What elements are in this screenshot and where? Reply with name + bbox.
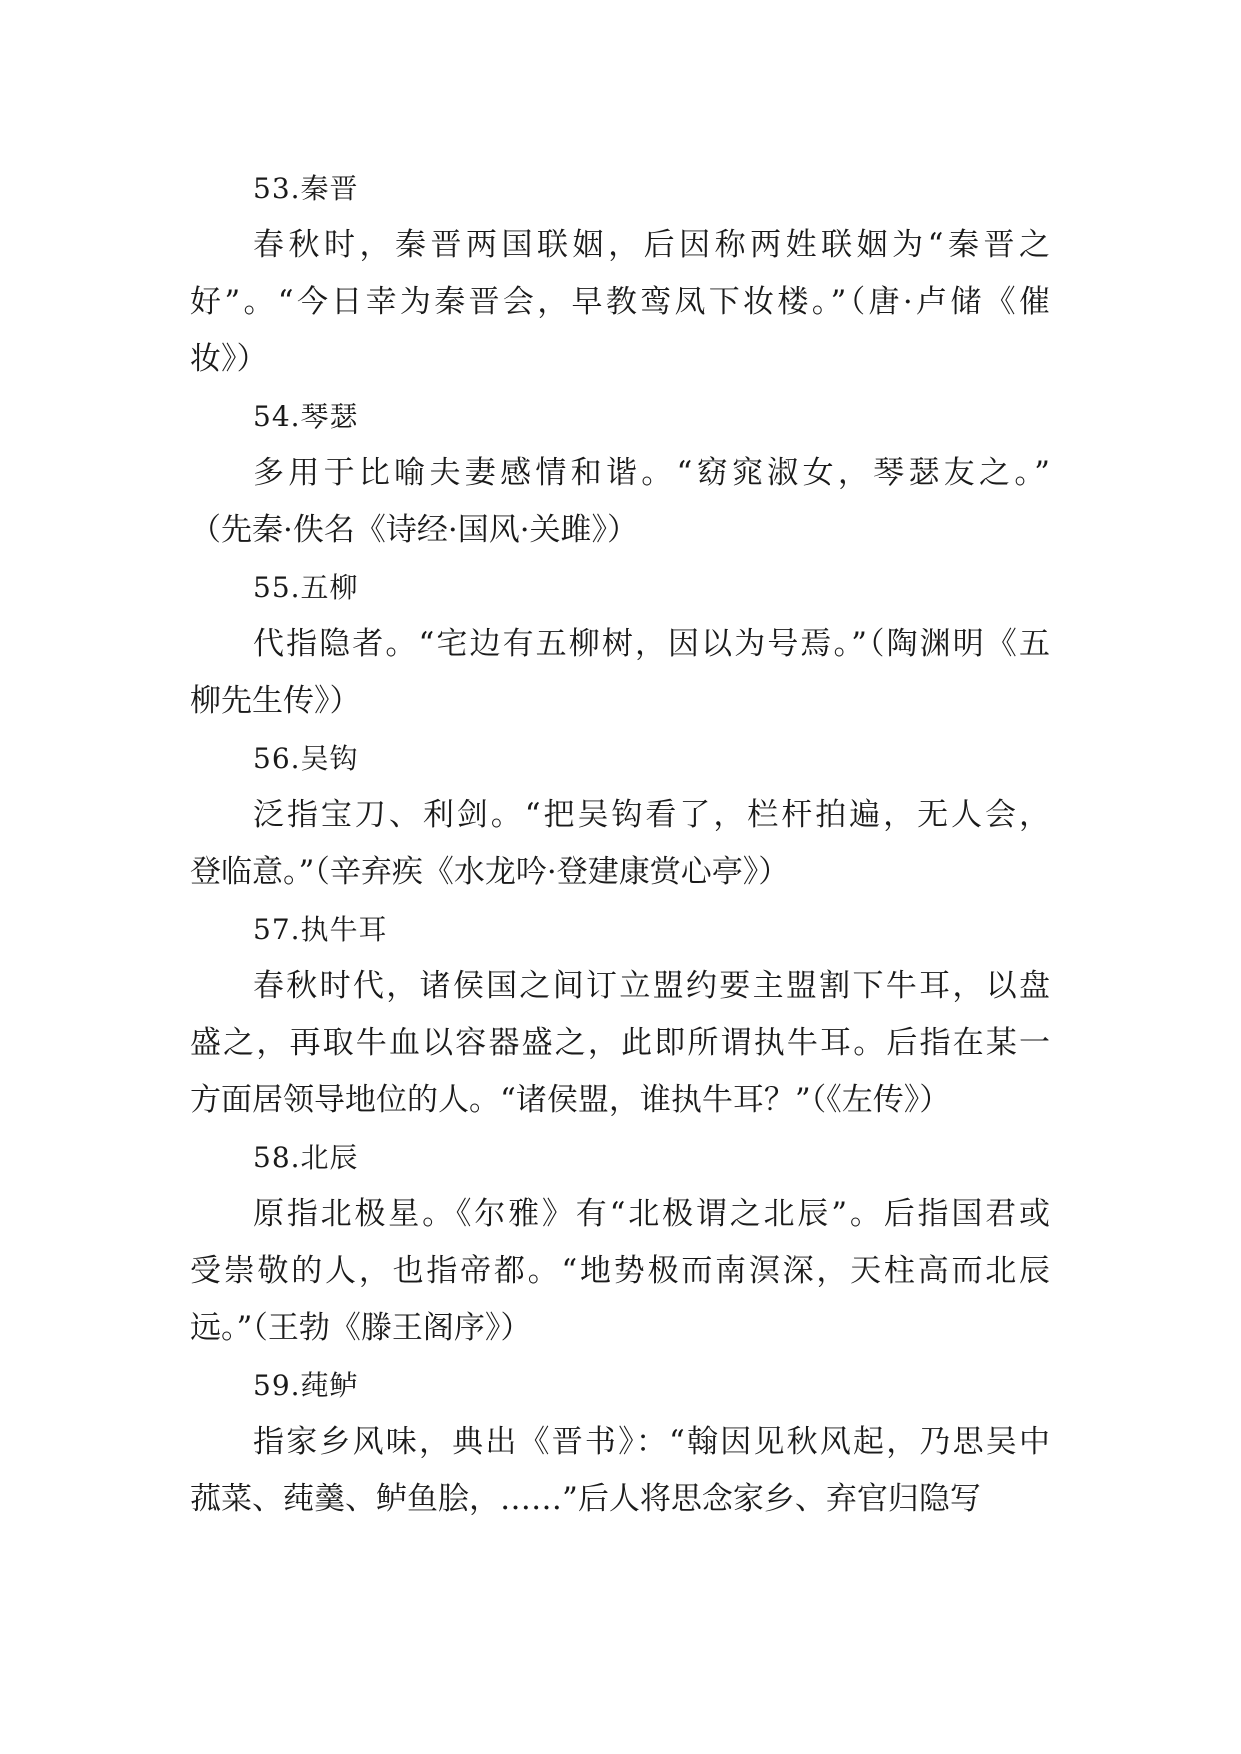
entry-block (190, 730, 1050, 901)
entry-text-line: 春秋时，秦晋两国联姻，后因称两姓联姻为“秦晋之 (253, 227, 1050, 263)
entry-text-line: 受崇敬的人，也指帝都。“地势极而南溟深，天柱高而北辰 (190, 1253, 1050, 1289)
entry-text-line: 多用于比喻夫妻感情和谐。“窈窕淑女，琴瑟友之。” (253, 455, 1050, 491)
entry-text-line: 菰菜、莼羹、鲈鱼脍，……”后人将思念家乡、弃官归隐写 (190, 1481, 981, 1517)
entry-heading: 56.吴钩 (253, 742, 359, 775)
entry-block (190, 1129, 1050, 1357)
entry-block (190, 160, 1050, 388)
document-body (190, 160, 1050, 1528)
entry-text-line: 春秋时代，诸侯国之间订立盟约要主盟割下牛耳，以盘 (253, 968, 1050, 1004)
entry-text-line: 柳先生传》） (190, 683, 361, 719)
entry-block (190, 1357, 1050, 1528)
entry-text-line: 泛指宝刀、利剑。“把吴钩看了，栏杆拍遍，无人会， (253, 797, 1050, 833)
entry-heading: 55.五柳 (253, 571, 359, 604)
entry-heading: 53.秦晋 (253, 172, 359, 205)
entry-text-line: 远。”（王勃《滕王阁序》） (190, 1310, 532, 1346)
entry-heading: 54.琴瑟 (253, 400, 359, 433)
entry-text-line: 盛之，再取牛血以容器盛之，此即所谓执牛耳。后指在某一 (190, 1025, 1050, 1061)
entry-text-line: 登临意。”（辛弃疾《水龙吟·登建康赏心亭》） (190, 854, 790, 890)
entry-block (190, 901, 1050, 1129)
entry-text-line: 好”。“今日幸为秦晋会，早教鸾凤下妆楼。”（唐·卢储《催 (190, 284, 1050, 320)
entry-text-line: 指家乡风味，典出《晋书》：“翰因见秋风起，乃思吴中 (253, 1424, 1050, 1460)
entry-text-line: 代指隐者。“宅边有五柳树，因以为号焉。”（陶渊明《五 (253, 626, 1050, 662)
entry-text-line: （先秦·佚名《诗经·国风·关雎》） (190, 512, 639, 548)
entry-text-line: 方面居领导地位的人。“诸侯盟，谁执牛耳？”（《左传》） (190, 1082, 951, 1118)
entry-heading: 58.北辰 (253, 1141, 359, 1174)
entry-heading: 57.执牛耳 (253, 913, 388, 946)
entry-text-line: 原指北极星。《尔雅》有“北极谓之北辰”。后指国君或 (253, 1196, 1050, 1232)
entry-text-line: 妆》） (190, 341, 268, 377)
entry-block (190, 388, 1050, 559)
entry-block (190, 559, 1050, 730)
entry-heading: 59.莼鲈 (253, 1369, 359, 1402)
